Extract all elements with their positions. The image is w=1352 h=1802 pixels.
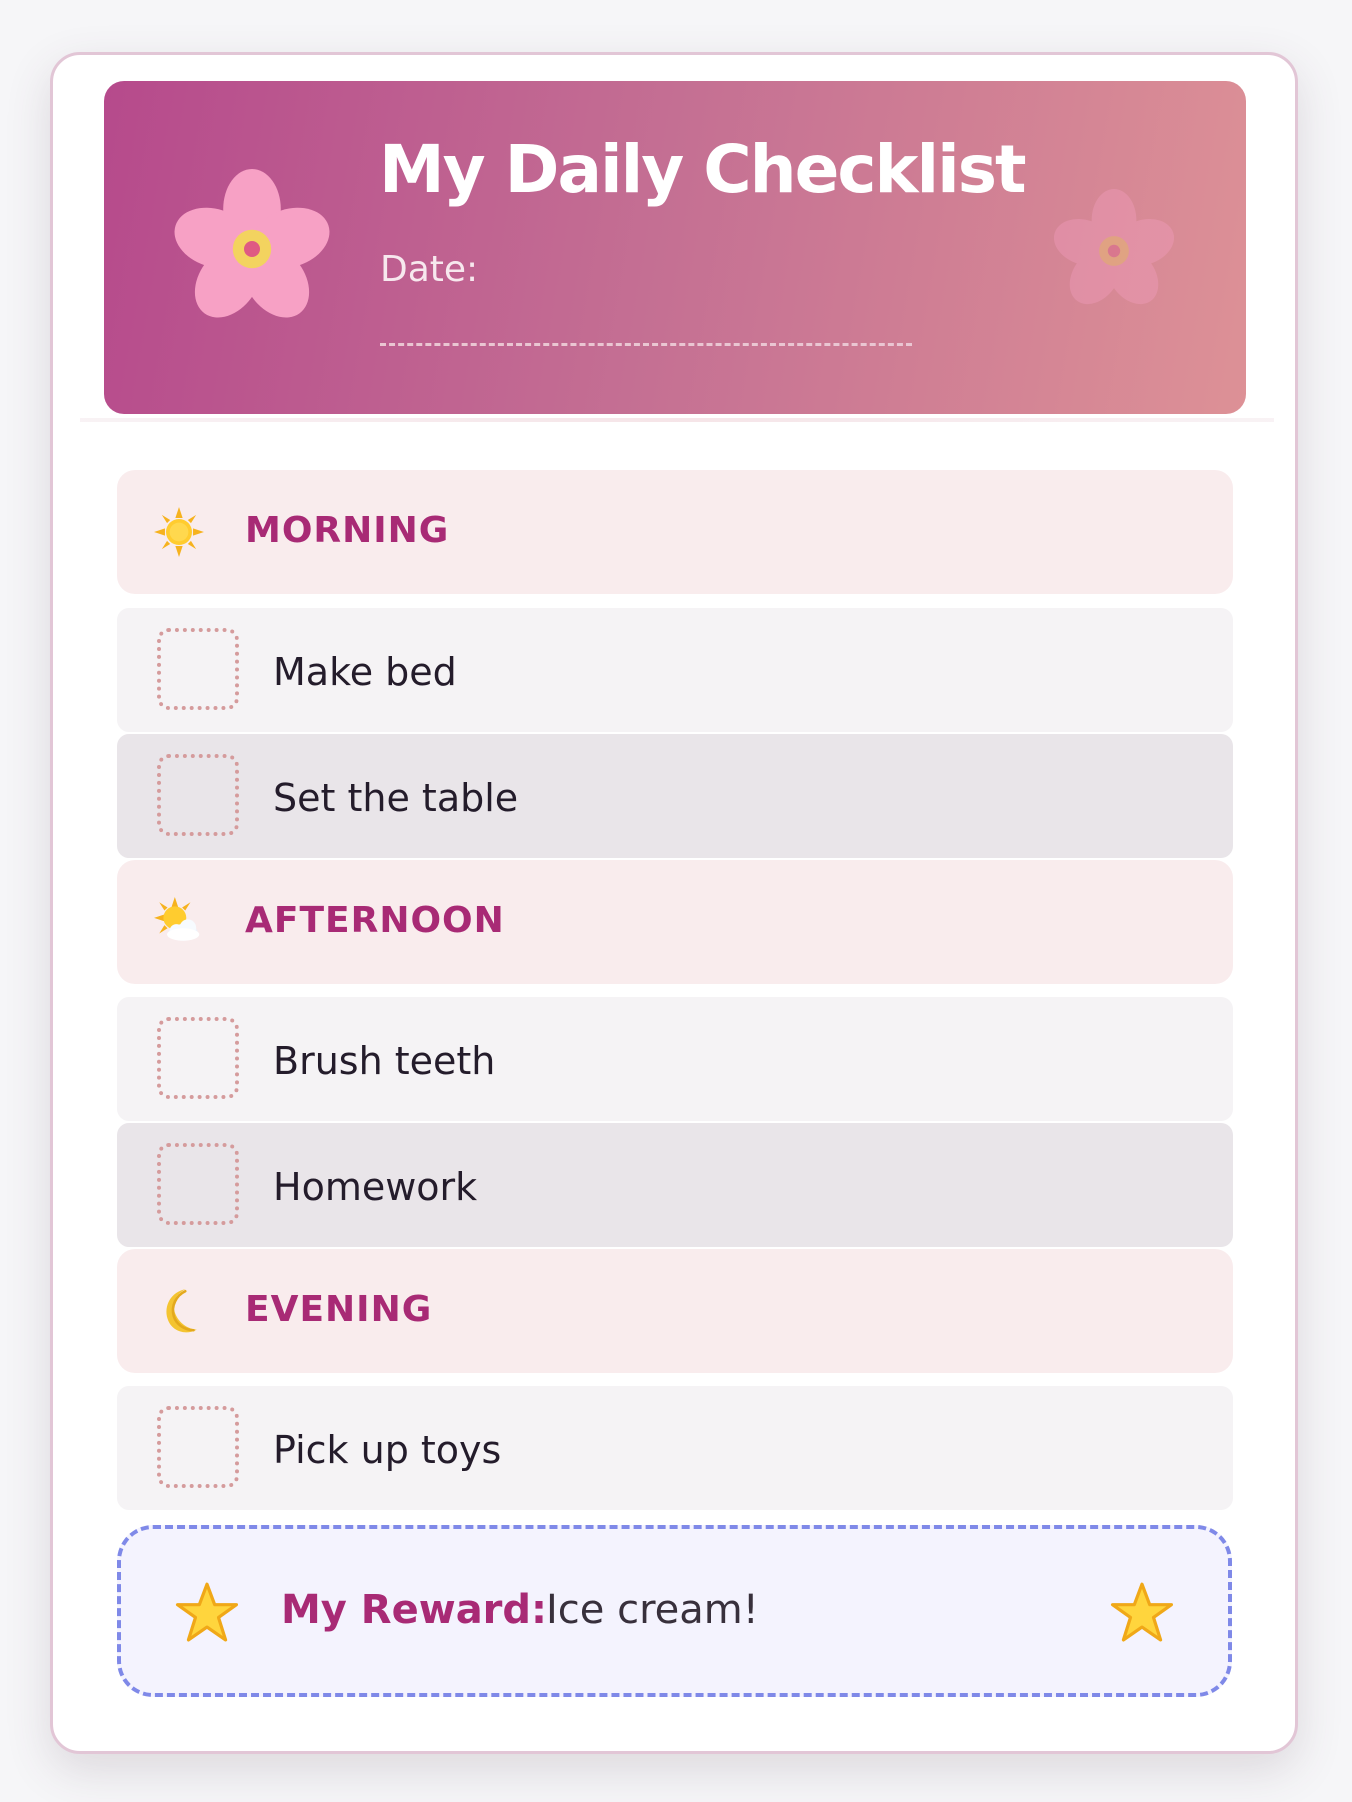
header-banner xyxy=(104,81,1246,414)
task-row-make-bed[interactable] xyxy=(117,608,1233,732)
cherry-blossom-icon xyxy=(1052,189,1176,313)
task-label: Pick up toys xyxy=(273,1428,502,1472)
task-checkbox[interactable] xyxy=(157,754,239,836)
task-row-pick-up-toys[interactable] xyxy=(117,1386,1233,1510)
task-label: Make bed xyxy=(273,650,457,694)
crescent-moon-icon xyxy=(153,1285,205,1337)
header-divider xyxy=(80,418,1274,422)
section-afternoon xyxy=(117,860,1233,984)
task-checkbox[interactable] xyxy=(157,628,239,710)
reward-value[interactable]: Ice cream! xyxy=(546,1587,759,1633)
section-title-afternoon: AFTERNOON xyxy=(245,900,505,941)
section-title-morning: MORNING xyxy=(245,510,450,551)
task-label: Homework xyxy=(273,1165,478,1209)
task-row-homework[interactable] xyxy=(117,1123,1233,1247)
reward-label: My Reward: xyxy=(281,1587,548,1633)
task-label: Brush teeth xyxy=(273,1039,496,1083)
task-label: Set the table xyxy=(273,776,519,820)
sun-icon xyxy=(153,506,205,558)
date-entry-line[interactable] xyxy=(380,343,912,346)
star-icon xyxy=(175,1581,239,1645)
section-morning xyxy=(117,470,1233,594)
page-title: My Daily Checklist xyxy=(379,131,1025,208)
cherry-blossom-icon xyxy=(172,169,332,329)
task-checkbox[interactable] xyxy=(157,1017,239,1099)
reward-box xyxy=(117,1525,1232,1697)
task-checkbox[interactable] xyxy=(157,1143,239,1225)
section-evening xyxy=(117,1249,1233,1373)
sun-behind-cloud-icon xyxy=(153,896,205,948)
section-title-evening: EVENING xyxy=(245,1289,433,1330)
task-checkbox[interactable] xyxy=(157,1406,239,1488)
date-label: Date: xyxy=(380,249,479,290)
task-row-brush-teeth[interactable] xyxy=(117,997,1233,1121)
star-icon xyxy=(1110,1581,1174,1645)
task-row-set-the-table[interactable] xyxy=(117,734,1233,858)
